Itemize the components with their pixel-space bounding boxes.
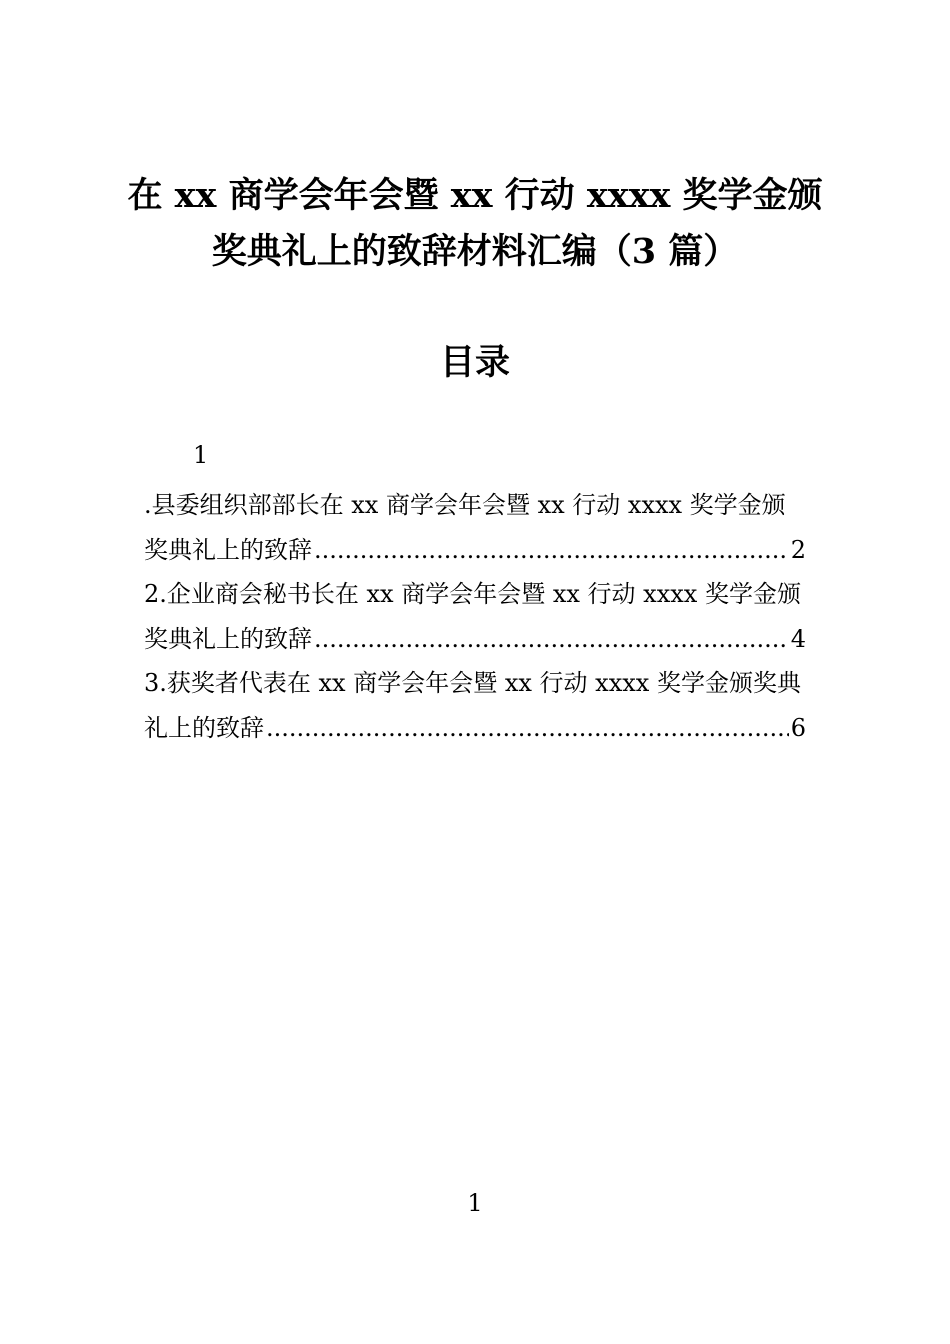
toc-entry-line [144,617,806,662]
toc-entry-line [144,572,806,617]
toc-dot-leader [314,528,789,573]
toc-entry-line [144,483,806,528]
page-footer-number: 1 [467,1189,483,1217]
document-title-line-1: 在 xx 商学会年会暨 xx 行动 xxxx 奖学金颁 [127,175,823,216]
toc-entry-1[interactable] [144,483,806,572]
toc-page-number: 6 [790,713,806,742]
toc-heading: 目录 [439,342,510,383]
toc-dot-leader [266,706,789,751]
table-of-contents [144,483,806,750]
toc-entry-number: 1 [193,441,209,469]
toc-entry-2[interactable] [144,572,806,661]
toc-entry-title-continued: 礼上的致辞 [144,713,264,742]
toc-entry-line [144,706,806,751]
toc-dot-leader [314,617,789,662]
toc-page-number: 4 [790,624,806,653]
toc-entry-3[interactable] [144,661,806,750]
toc-entry-title: 3.获奖者代表在 xx 商学会年会暨 xx 行动 xxxx 奖学金颁奖典 [144,669,801,697]
toc-entry-line [144,661,806,706]
document-title [0,168,950,280]
toc-entry-line [144,528,806,573]
document-title-line-2: 奖典礼上的致辞材料汇编（3 篇） [211,231,739,272]
toc-entry-title: 2.企业商会秘书长在 xx 商学会年会暨 xx 行动 xxxx 奖学金颁 [144,580,801,608]
toc-entry-title-continued: 奖典礼上的致辞 [144,535,312,564]
toc-page-number: 2 [790,535,806,564]
toc-entry-title: .县委组织部部长在 xx 商学会年会暨 xx 行动 xxxx 奖学金颁 [144,491,786,519]
toc-entry-title-continued: 奖典礼上的致辞 [144,624,312,653]
